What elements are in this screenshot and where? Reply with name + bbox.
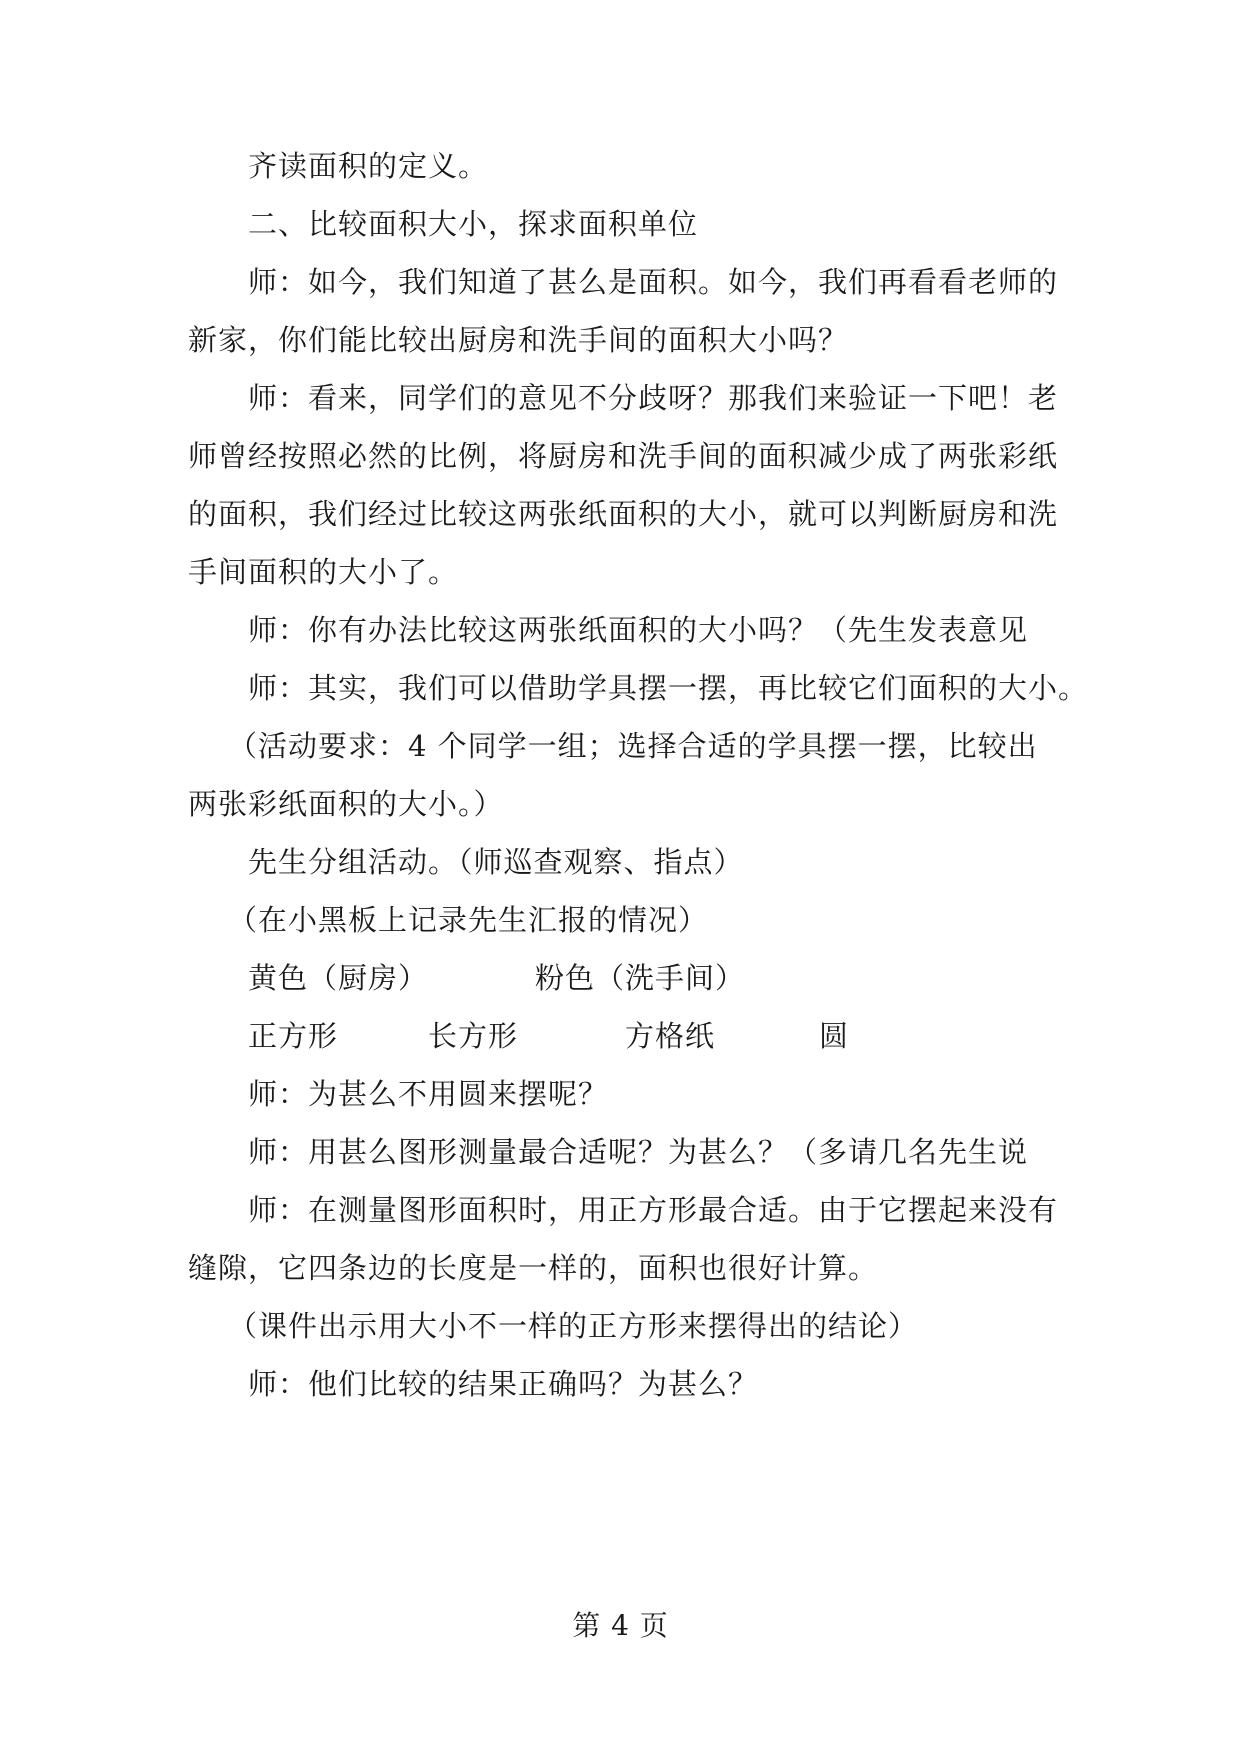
paragraph-line: 手间面积的大小了。 xyxy=(188,555,459,589)
label-pink-bathroom: 粉色（洗手间） xyxy=(535,961,746,995)
label-yellow-kitchen: 黄色（厨房） xyxy=(248,961,429,995)
paragraph-read-definition: 齐读面积的定义。 xyxy=(248,149,489,183)
section-heading: 二、比较面积大小，探求面积单位 xyxy=(248,207,699,241)
paragraph-line: 的面积，我们经过比较这两张纸面积的大小，就可以判断厨房和洗 xyxy=(188,497,1059,531)
paragraph-line: 师：他们比较的结果正确吗？为甚么？ xyxy=(248,1367,759,1401)
paragraph-line: （在小黑板上记录先生汇报的情况） xyxy=(228,903,709,937)
shape-square: 正方形 xyxy=(248,1019,339,1053)
page-number: 第 4 页 xyxy=(572,1609,669,1642)
paragraph-line: 缝隙，它四条边的长度是一样的，面积也很好计算。 xyxy=(188,1251,879,1285)
paragraph-line: 新家，你们能比较出厨房和洗手间的面积大小吗？ xyxy=(188,323,849,357)
paragraph-line: （课件出示用大小不一样的正方形来摆得出的结论） xyxy=(228,1309,919,1343)
paragraph-line: 师：看来，同学们的意见不分歧呀？那我们来验证一下吧！老 xyxy=(248,381,1059,415)
shape-rectangle: 长方形 xyxy=(428,1019,519,1053)
shape-circle: 圆 xyxy=(819,1019,850,1053)
activity-requirement-line: （活动要求：4 个同学一组；选择合适的学具摆一摆，比较出 xyxy=(228,729,1038,763)
paragraph-line: 先生分组活动。（师巡查观察、指点） xyxy=(248,845,744,879)
paragraph-line: 师：你有办法比较这两张纸面积的大小吗？（先生发表意见 xyxy=(248,613,1029,647)
paragraph-line: 师：其实，我们可以借助学具摆一摆，再比较它们面积的大小。 xyxy=(248,671,1089,705)
paragraph-line: 师：用甚么图形测量最合适呢？为甚么？（多请几名先生说 xyxy=(248,1135,1029,1169)
paragraph-line: 师：在测量图形面积时，用正方形最合适。由于它摆起来没有 xyxy=(248,1193,1059,1227)
shape-grid-paper: 方格纸 xyxy=(625,1019,716,1053)
activity-requirement-line: 两张彩纸面积的大小。） xyxy=(188,787,504,821)
paragraph-line: 师：为甚么不用圆来摆呢？ xyxy=(248,1077,609,1111)
paragraph-line: 师曾经按照必然的比例，将厨房和洗手间的面积减少成了两张彩纸 xyxy=(188,439,1059,473)
paragraph-line: 师：如今，我们知道了甚么是面积。如今，我们再看看老师的 xyxy=(248,265,1059,299)
